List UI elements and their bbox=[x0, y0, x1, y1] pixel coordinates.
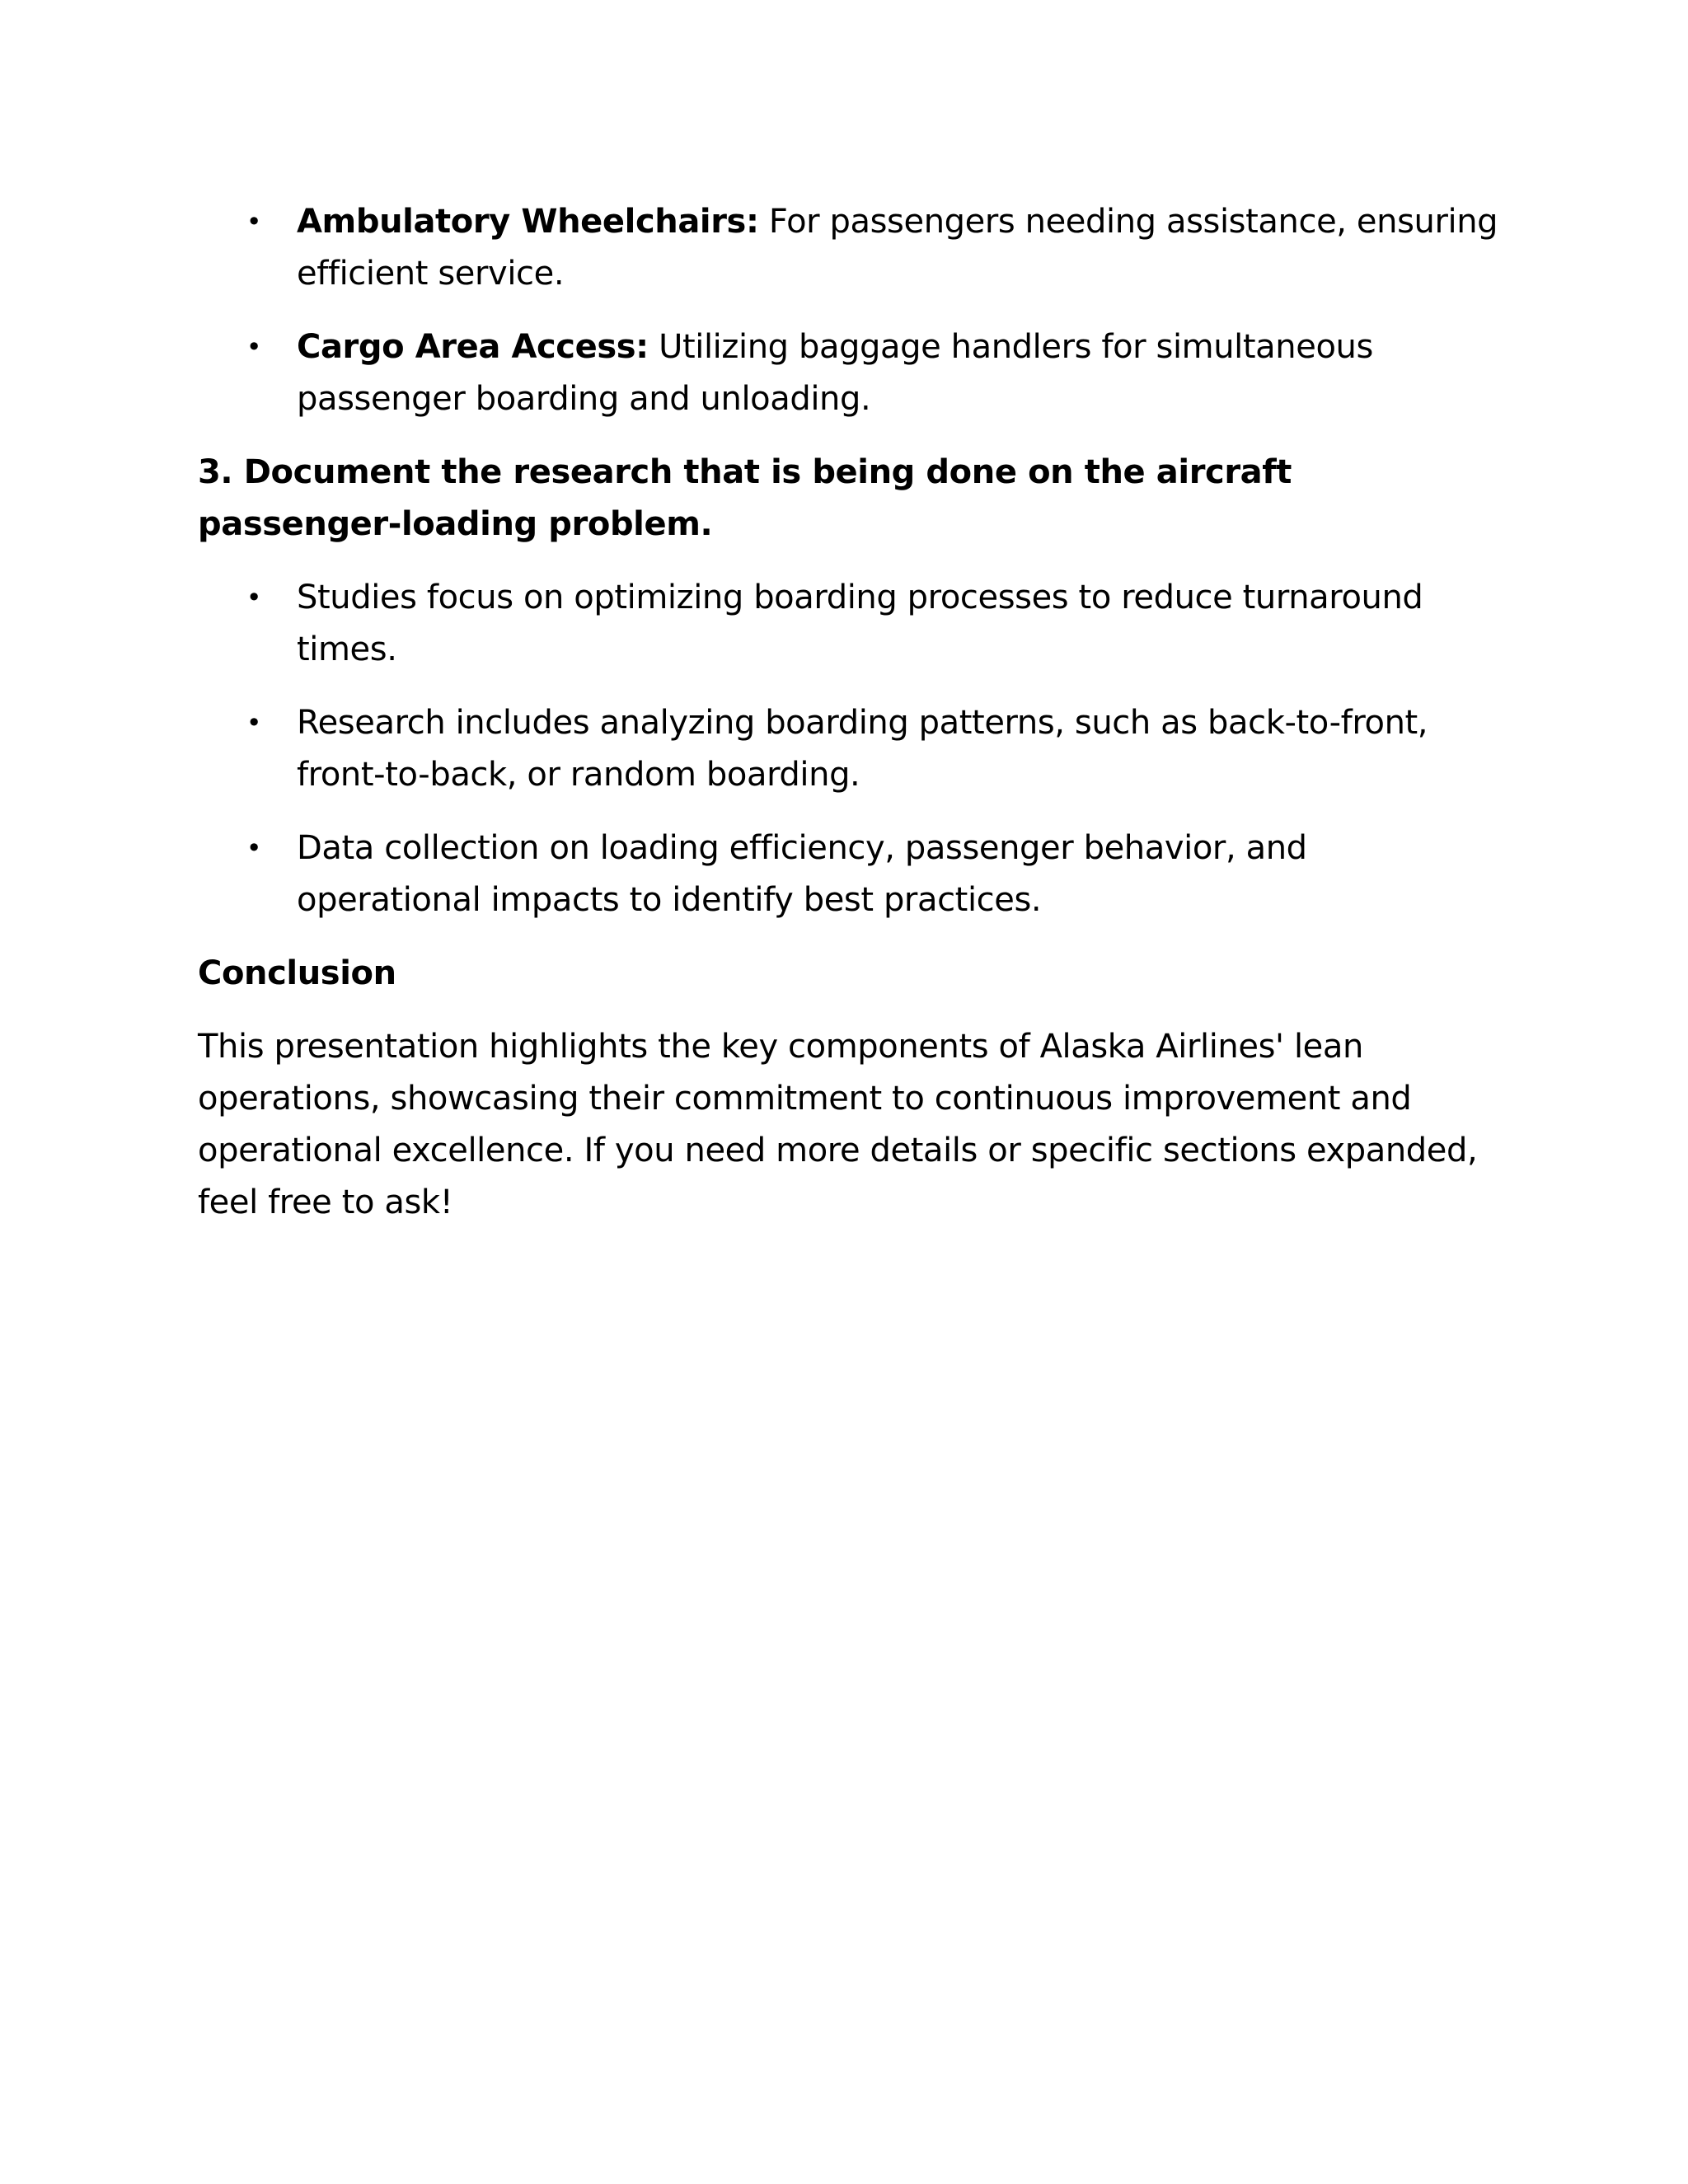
bullet-term: Cargo Area Access: bbox=[297, 328, 649, 366]
equipment-bullet-list bbox=[198, 196, 1500, 425]
bullet-icon: • bbox=[246, 582, 262, 613]
bullet-icon: • bbox=[246, 707, 262, 738]
bullet-icon: • bbox=[246, 206, 262, 237]
bullet-icon: • bbox=[246, 331, 262, 363]
bullet-text: Research includes analyzing boarding patterns, such as back-to-front, front-to-back, or random boarding. bbox=[297, 704, 1428, 794]
research-bullet-list bbox=[198, 572, 1500, 926]
section-heading: 3. Document the research that is being done on the aircraft passenger-loading problem. bbox=[198, 453, 1292, 543]
conclusion-heading: Conclusion bbox=[198, 954, 396, 992]
list-item bbox=[198, 697, 1500, 801]
bullet-text: Data collection on loading efficiency, passenger behavior, and operational impacts to identify best practices. bbox=[297, 829, 1307, 919]
list-item bbox=[198, 321, 1500, 425]
bullet-term: Ambulatory Wheelchairs: bbox=[297, 203, 759, 241]
bullet-icon: • bbox=[246, 832, 262, 864]
bullet-text: For passengers needing assistance, ensuring efficient service. bbox=[297, 203, 1498, 293]
conclusion-paragraph: This presentation highlights the key components of Alaska Airlines' lean operations, showcasing their commitment to continuous improvement and operational excellence. If you need more details or specific sections expanded, feel free to ask! bbox=[198, 1028, 1478, 1221]
bullet-text: Utilizing baggage handlers for simultaneous passenger boarding and unloading. bbox=[297, 328, 1373, 418]
list-item bbox=[198, 823, 1500, 926]
document-body bbox=[198, 196, 1500, 1229]
list-item bbox=[198, 572, 1500, 676]
bullet-text: Studies focus on optimizing boarding processes to reduce turnaround times. bbox=[297, 579, 1423, 668]
list-item bbox=[198, 196, 1500, 300]
